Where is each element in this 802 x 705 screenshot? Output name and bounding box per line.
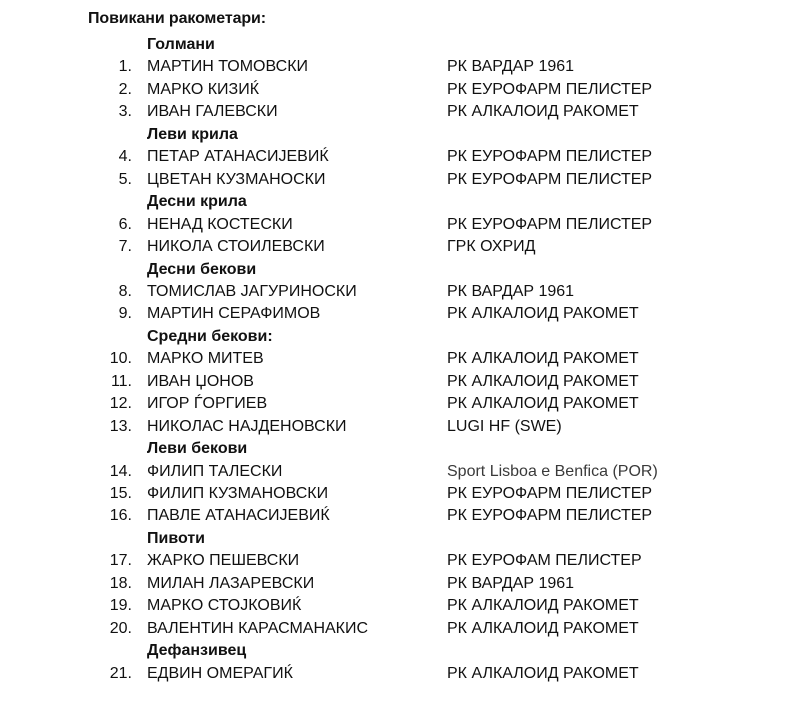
player-number: 3. bbox=[118, 103, 132, 121]
player-club: РК ВАРДАР 1961 bbox=[447, 574, 575, 592]
player-row bbox=[0, 618, 802, 640]
player-row bbox=[0, 505, 802, 527]
player-name: ЕДВИН ОМЕРАГИЌ bbox=[147, 664, 293, 682]
player-club: РК АЛКАЛОИД РАКОМЕТ bbox=[447, 395, 639, 413]
section-heading: Десни крила bbox=[147, 193, 247, 211]
player-name: ИВАН ГАЛЕВСКИ bbox=[147, 103, 278, 121]
player-row bbox=[0, 101, 802, 123]
player-number: 4. bbox=[118, 148, 132, 166]
player-club: РК ЕУРОФАРМ ПЕЛИСТЕР bbox=[447, 80, 653, 98]
player-number: 7. bbox=[118, 238, 132, 256]
player-club: РК ЕУРОФАРМ ПЕЛИСТЕР bbox=[447, 148, 653, 166]
player-number: 18. bbox=[109, 574, 132, 592]
player-number: 14. bbox=[109, 462, 132, 480]
player-row bbox=[0, 79, 802, 101]
player-row bbox=[0, 461, 802, 483]
player-club: РК АЛКАЛОИД РАКОМЕТ bbox=[447, 664, 639, 682]
player-name: НИКОЛА СТОИЛЕВСКИ bbox=[147, 238, 325, 256]
player-name: ИГОР ЃОРГИЕВ bbox=[147, 395, 268, 413]
player-name: ВАЛЕНТИН КАРАСМАНАКИС bbox=[147, 619, 369, 637]
player-club: РК ЕУРОФАРМ ПЕЛИСТЕР bbox=[447, 170, 653, 188]
player-row bbox=[0, 214, 802, 236]
player-name: МАРКО КИЗИЌ bbox=[147, 80, 260, 98]
player-row bbox=[0, 595, 802, 617]
player-name: МАРКО СТОЈКОВИЌ bbox=[147, 597, 302, 615]
player-name: НЕНАД КОСТЕСКИ bbox=[147, 215, 293, 233]
player-club: РК АЛКАЛОИД РАКОМЕТ bbox=[447, 103, 639, 121]
player-number: 16. bbox=[109, 507, 132, 525]
player-number: 10. bbox=[109, 350, 132, 368]
player-row bbox=[0, 236, 802, 258]
player-row bbox=[0, 416, 802, 438]
section-heading: Средни бекови: bbox=[147, 327, 273, 345]
player-number: 9. bbox=[118, 305, 132, 323]
player-name: ФИЛИП ТАЛЕСКИ bbox=[147, 462, 283, 480]
section-heading: Леви бекови bbox=[147, 440, 248, 458]
player-number: 6. bbox=[118, 215, 132, 233]
player-club: РК ЕУРОФАРМ ПЕЛИСТЕР bbox=[447, 485, 653, 502]
player-name: ИВАН ЏОНОВ bbox=[147, 372, 254, 390]
section-heading: Леви крила bbox=[147, 125, 238, 143]
player-club: РК АЛКАЛОИД РАКОМЕТ bbox=[447, 619, 639, 637]
player-name: НИКОЛАС НАЈДЕНОВСКИ bbox=[147, 417, 347, 435]
player-number: 15. bbox=[109, 485, 132, 502]
document-title: Повикани ракометари: bbox=[88, 10, 267, 27]
player-club: РК ЕУРОФАРМ ПЕЛИСТЕР bbox=[447, 507, 653, 525]
player-number: 12. bbox=[109, 395, 132, 413]
section-heading: Дефанзивец bbox=[147, 642, 247, 660]
player-club: Sport Lisboa e Benfica (POR) bbox=[447, 462, 658, 480]
player-number: 17. bbox=[109, 552, 132, 570]
player-row bbox=[0, 348, 802, 370]
section-heading: Пивоти bbox=[147, 529, 206, 547]
player-number: 19. bbox=[109, 597, 132, 615]
player-club: РК ЕУРОФАРМ ПЕЛИСТЕР bbox=[447, 215, 653, 233]
player-club: РК ВАРДАР 1961 bbox=[447, 58, 575, 76]
player-name: ПЕТАР АТАНАСИЈЕВИЌ bbox=[147, 148, 329, 166]
player-club: РК АЛКАЛОИД РАКОМЕТ bbox=[447, 597, 639, 615]
player-row bbox=[0, 371, 802, 393]
player-name: МАРТИН СЕРАФИМОВ bbox=[147, 305, 321, 323]
player-name: МАРКО МИТЕВ bbox=[147, 350, 264, 368]
player-number: 13. bbox=[109, 417, 132, 435]
player-row bbox=[0, 550, 802, 572]
player-club: LUGI HF (SWE) bbox=[447, 417, 562, 435]
player-club: РК ЕУРОФАМ ПЕЛИСТЕР bbox=[447, 552, 642, 570]
player-number: 21. bbox=[109, 664, 132, 682]
player-number: 1. bbox=[118, 58, 132, 76]
player-row bbox=[0, 483, 802, 505]
player-name: ТОМИСЛАВ ЈАГУРИНОСКИ bbox=[147, 282, 357, 300]
player-number: 2. bbox=[118, 80, 132, 98]
player-row bbox=[0, 146, 802, 168]
section-heading: Голмани bbox=[147, 36, 215, 53]
player-name: ПАВЛЕ АТАНАСИЈЕВИЌ bbox=[147, 507, 330, 525]
player-row bbox=[0, 56, 802, 78]
player-name: ФИЛИП КУЗМАНОВСКИ bbox=[147, 485, 329, 502]
player-number: 20. bbox=[109, 619, 132, 637]
player-row bbox=[0, 281, 802, 303]
player-club: РК ВАРДАР 1961 bbox=[447, 282, 575, 300]
player-row bbox=[0, 169, 802, 191]
player-club: РК АЛКАЛОИД РАКОМЕТ bbox=[447, 350, 639, 368]
player-name: МИЛАН ЛАЗАРЕВСКИ bbox=[147, 574, 315, 592]
player-club: РК АЛКАЛОИД РАКОМЕТ bbox=[447, 305, 639, 323]
player-name: ЖАРКО ПЕШЕВСКИ bbox=[147, 552, 300, 570]
player-number: 11. bbox=[110, 372, 132, 390]
player-row bbox=[0, 573, 802, 595]
player-row bbox=[0, 393, 802, 415]
player-number: 5. bbox=[118, 170, 132, 188]
player-club: РК АЛКАЛОИД РАКОМЕТ bbox=[447, 372, 639, 390]
player-club: ГРК ОХРИД bbox=[447, 238, 536, 256]
section-heading: Десни бекови bbox=[147, 260, 257, 278]
player-number: 8. bbox=[118, 282, 132, 300]
player-name: ЦВЕТАН КУЗМАНОСКИ bbox=[147, 170, 326, 188]
player-row bbox=[0, 663, 802, 685]
player-name: МАРТИН ТОМОВСКИ bbox=[147, 58, 309, 76]
player-row bbox=[0, 303, 802, 325]
